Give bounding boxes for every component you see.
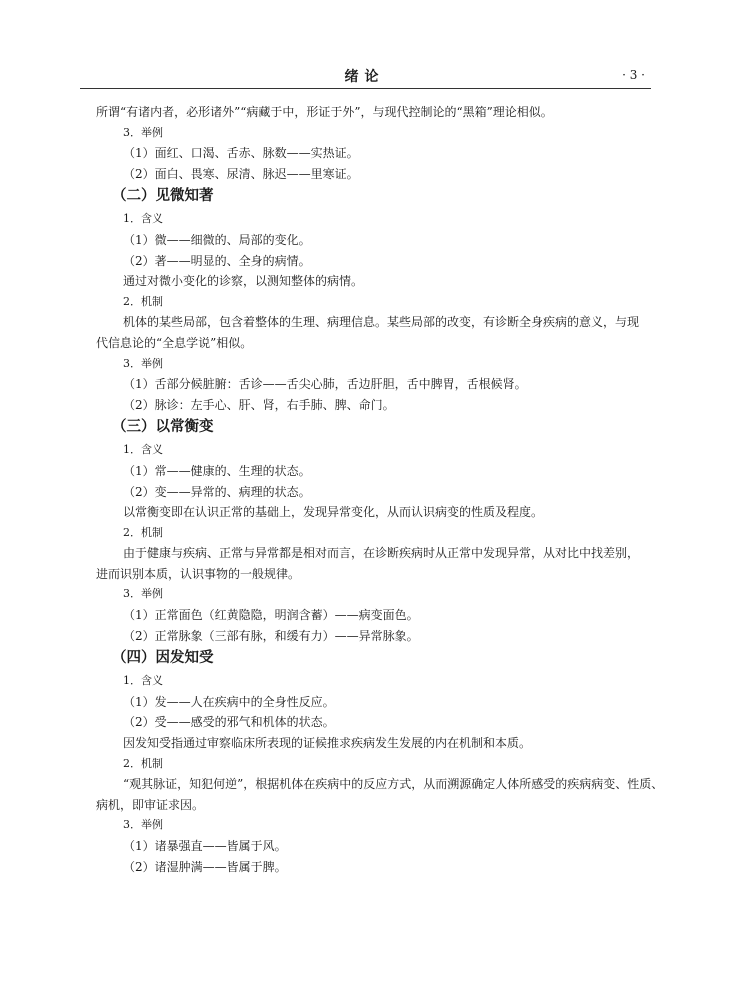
section-heading-2: （二）见微知著: [112, 188, 214, 205]
s2-example-2: （2）脉诊：左手心、肝、肾，右手肺、脾、命门。: [123, 397, 395, 412]
s4-example-2: （2）诸湿肿满——皆属于脾。: [123, 859, 287, 874]
running-header-title: 绪论: [344, 69, 385, 85]
s4-meaning-2: （2）受——感受的邪气和机体的状态。: [123, 715, 335, 730]
s2-meaning-2: （2）著——明显的、全身的病情。: [123, 253, 311, 268]
s2-example-label: 3．举例: [123, 356, 163, 370]
s2-mechanism-line-1: 机体的某些局部，包含着整体的生理、病理信息。某些局部的改变，有诊断全身疾病的意义，与现: [123, 315, 640, 330]
s4-mechanism-line-1: “观其脉证，知犯何逆”，根据机体在疾病中的反应方式，从而溯源确定人体所感受的疾病病变、性质、: [123, 777, 664, 792]
s2-mechanism-label: 2．机制: [123, 294, 163, 308]
s3-meaning-1: （1）常——健康的、生理的状态。: [123, 463, 311, 478]
s2-meaning-1: （1）微——细微的、局部的变化。: [123, 232, 311, 247]
header-rule: [80, 88, 651, 89]
s4-example-1: （1）诸暴强直——皆属于风。: [123, 839, 287, 853]
s2-mechanism-line-2: 代信息论的“全息学说”相似。: [96, 335, 253, 350]
s4-mechanism-label: 2．机制: [123, 756, 163, 770]
s2-meaning-3: 通过对微小变化的诊察，以测知整体的病情。: [123, 274, 364, 289]
section-heading-4: （四）因发知受: [112, 650, 214, 667]
s3-meaning-2: （2）变——异常的、病理的状态。: [123, 484, 311, 499]
s3-meaning-3: 以常衡变即在认识正常的基础上，发现异常变化，从而认识病变的性质及程度。: [123, 505, 544, 520]
s3-mechanism-line-1: 由于健康与疾病、正常与异常都是相对而言，在诊断疾病时从正常中发现异常，从对比中找差别，: [123, 546, 640, 561]
s1-example-1: （1）面红、口渴、舌赤、脉数——实热证。: [123, 146, 359, 161]
s3-mechanism-line-2: 进而识别本质，认识事物的一般规律。: [96, 566, 301, 581]
page-body: [96, 102, 664, 877]
s4-meaning-1: （1）发——人在疾病中的全身性反应。: [123, 694, 335, 709]
s1-example-label: 3．举例: [123, 125, 163, 139]
s3-mechanism-label: 2．机制: [123, 525, 163, 539]
s2-example-1: （1）舌部分候脏腑：舌诊——舌尖心肺，舌边肝胆，舌中脾胃，舌根候肾。: [123, 377, 527, 392]
s4-meaning-label: 1．含义: [123, 674, 163, 688]
s4-mechanism-line-2: 病机，即审证求因。: [96, 797, 205, 812]
s2-meaning-label: 1．含义: [123, 212, 163, 226]
s3-example-label: 3．举例: [123, 587, 163, 601]
s4-meaning-3: 因发知受指通过审察临床所表现的证候推求疾病发生发展的内在机制和本质。: [123, 736, 532, 751]
s3-example-1: （1）正常面色（红黄隐隐，明润含蓄）——病变面色。: [123, 608, 419, 623]
intro-paragraph: 所谓“有诸内者，必形诸外”“病藏于中，形证于外”，与现代控制论的“黑箱”理论相似。: [96, 105, 553, 119]
s4-example-label: 3．举例: [123, 818, 163, 832]
section-heading-3: （三）以常衡变: [112, 419, 214, 436]
s3-meaning-label: 1．含义: [123, 443, 163, 457]
s3-example-2: （2）正常脉象（三部有脉，和缓有力）——异常脉象。: [123, 628, 419, 643]
s1-example-2: （2）面白、畏寒、尿清、脉迟——里寒证。: [123, 166, 359, 181]
page-number: · 3 ·: [622, 68, 645, 82]
